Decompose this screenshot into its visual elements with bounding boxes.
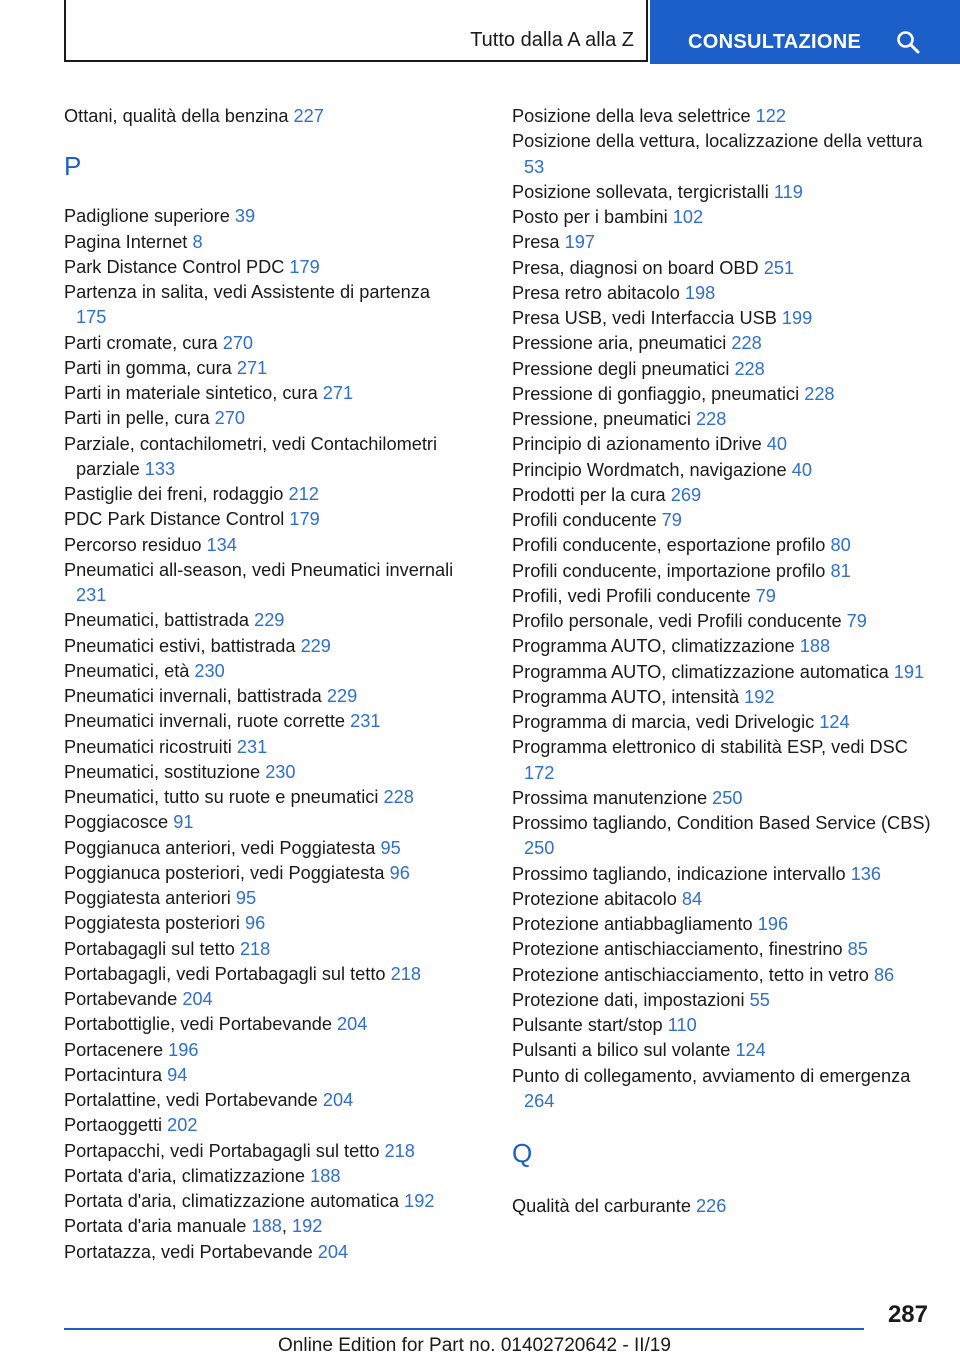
page-reference-link[interactable]: 122: [755, 106, 787, 126]
page-reference-link[interactable]: 228: [804, 383, 835, 404]
search-icon: [896, 30, 920, 54]
page-reference-link[interactable]: 251: [763, 257, 795, 278]
index-entry-term: Programma AUTO, intensità: [512, 686, 740, 707]
index-entry-term: Partenza in salita, vedi Assistente di partenza: [64, 282, 430, 302]
index-entry: [64, 406, 464, 431]
page-reference-link[interactable]: 119: [773, 181, 803, 202]
index-letter-q: Q: [512, 1138, 533, 1168]
index-entry: [64, 684, 464, 709]
page-reference-link[interactable]: 204: [317, 1241, 349, 1262]
index-entry: [512, 533, 932, 558]
index-entry-term: Pagina Internet: [64, 231, 188, 252]
index-entry-term: Parti in gomma, cura: [64, 357, 232, 378]
index-entry: [64, 836, 464, 861]
index-entry-term: Pneumatici estivi, battistrada: [64, 635, 296, 656]
page-reference-link[interactable]: 227: [293, 106, 324, 126]
consultazione-tab[interactable]: [650, 0, 960, 64]
index-entry-term: Profili conducente, esportazione profilo: [512, 535, 826, 556]
page-reference-link[interactable]: 79: [755, 585, 776, 606]
page-reference-link[interactable]: 40: [791, 459, 812, 480]
index-entry-term: Pneumatici ricostruiti: [64, 736, 232, 757]
index-entry-term: Portapacchi, vedi Portabagagli sul tetto: [64, 1140, 380, 1161]
page-number: 287: [887, 1301, 928, 1328]
index-entry: [512, 458, 932, 483]
index-entry: [512, 230, 932, 255]
index-entry-term: Parti in pelle, cura: [64, 408, 210, 429]
index-entry: [512, 483, 932, 508]
index-entry: [512, 331, 932, 356]
index-entry: [512, 786, 932, 811]
page-reference-link[interactable]: 91: [173, 812, 194, 833]
index-entry-term: Protezione dati, impostazioni: [512, 989, 745, 1010]
page-reference-link[interactable]: 196: [757, 914, 789, 934]
page-reference-link[interactable]: 226: [696, 1196, 727, 1216]
page-reference-link[interactable]: 230: [265, 761, 296, 782]
index-entry: [64, 861, 464, 886]
page-reference-link[interactable]: 192: [404, 1191, 435, 1211]
index-entry-term: Pressione di gonfiaggio, pneumatici: [512, 383, 800, 404]
index-entry: [512, 912, 932, 937]
index-entry: [512, 937, 932, 962]
index-entry: [512, 432, 932, 457]
index-entry-term: Portacenere: [64, 1039, 164, 1060]
index-entry: [512, 862, 932, 887]
index-entry-term: Prossimo tagliando, Condition Based Service (CBS): [512, 813, 931, 833]
index-entry-term: Park Distance Control PDC: [64, 256, 285, 277]
page-reference-link[interactable]: 218: [390, 963, 421, 984]
index-entry: [64, 356, 464, 381]
index-entry-term: Protezione antischiacciamento, tetto in vetro: [512, 964, 869, 985]
page-reference-link[interactable]: 188: [799, 636, 831, 657]
index-entry-term: Presa retro abitacolo: [512, 282, 680, 303]
page-reference-link[interactable]: 218: [239, 938, 271, 959]
index-entry: [512, 634, 932, 659]
index-entry-term: Programma di marcia, vedi Drivelogic: [512, 712, 815, 732]
index-entry: [64, 230, 464, 255]
page-reference-link[interactable]: 198: [684, 282, 716, 303]
index-entry-term: Portabevande: [64, 989, 178, 1009]
page-reference-link[interactable]: 231: [76, 585, 107, 605]
index-entry-term: Poggiatesta posteriori: [64, 913, 240, 934]
index-entry-term: Profili conducente, importazione profilo: [512, 560, 826, 581]
index-entry: [64, 937, 464, 962]
index-entry-term: Principio di azionamento iDrive: [512, 434, 762, 455]
index-entry: [64, 533, 464, 558]
index-entry-term: Pastiglie dei freni, rodaggio: [64, 484, 284, 504]
page-reference-link[interactable]: 95: [380, 837, 401, 858]
section-title: Tutto dalla A alla Z: [470, 29, 634, 51]
page-reference-link[interactable]: 124: [819, 712, 850, 732]
consultazione-tab-label: CONSULTAZIONE: [688, 31, 862, 53]
index-entry: [512, 205, 932, 230]
index-entry-term: Portabagagli, vedi Portabagagli sul tetto: [64, 963, 386, 984]
index-entry-term: Poggiatesta anteriori: [64, 888, 231, 908]
index-entry-term: Presa, diagnosi on board OBD: [512, 257, 759, 278]
index-entry: [64, 810, 464, 835]
index-entry: [512, 559, 932, 584]
index-entry-term: Punto di collegamento, avviamento di emergenza: [512, 1065, 911, 1086]
page-reference-link[interactable]: 8: [192, 231, 203, 252]
edition-note: Online Edition for Part no. 01402720642 - II/19: [278, 1335, 671, 1356]
index-entry: [64, 785, 464, 810]
index-entry-term: Parti in materiale sintetico, cura: [64, 383, 318, 403]
index-entry: [64, 1038, 464, 1063]
index-entry-term: Portata d'aria manuale: [64, 1216, 247, 1237]
index-entry: [64, 558, 464, 609]
index-entry: [64, 911, 464, 936]
index-entry-term: Posizione sollevata, tergicristalli: [512, 181, 769, 202]
index-group-o: [64, 104, 464, 129]
index-entry-term: Parziale, contachilometri, vedi Contachilometri parziale: [64, 433, 438, 479]
index-entry-term: Portabagagli sul tetto: [64, 938, 235, 959]
index-entry-term: Portacintura: [64, 1064, 163, 1085]
page-reference-link[interactable]: 231: [350, 711, 381, 732]
index-group-p-continued: [512, 104, 932, 1114]
index-entry-term: Profili, vedi Profili conducente: [512, 585, 751, 606]
index-entry-term: Posizione della vettura, localizzazione della vettura: [512, 131, 923, 152]
index-entry: [512, 180, 932, 205]
index-entry-term: Posto per i bambini: [512, 207, 668, 227]
page-reference-link[interactable]: 229: [300, 635, 331, 656]
page-reference-link[interactable]: 204: [182, 989, 213, 1009]
page-reference-link[interactable]: 102: [672, 207, 704, 227]
page-reference-link[interactable]: 218: [384, 1140, 415, 1161]
index-entry-term: Pneumatici, battistrada: [64, 610, 250, 631]
page-reference-link[interactable]: 229: [326, 686, 358, 706]
page-reference-link[interactable]: 270: [222, 332, 254, 353]
index-entry: [512, 811, 932, 862]
page-reference-link[interactable]: 228: [383, 787, 414, 807]
index-entry-term: Qualità del carburante: [512, 1196, 691, 1216]
page-reference-link[interactable]: 85: [847, 939, 868, 960]
page-reference-link[interactable]: 228: [696, 409, 727, 429]
index-entry: [64, 1012, 464, 1037]
page-reference-link[interactable]: 55: [749, 989, 770, 1010]
page-reference-link[interactable]: 86: [873, 964, 895, 985]
page-reference-link[interactable]: 204: [322, 1090, 354, 1110]
index-entry: [512, 129, 932, 180]
index-entry-term: Poggianuca anteriori, vedi Poggiatesta: [64, 837, 376, 858]
index-entry-term: Posizione della leva selettrice: [512, 106, 751, 126]
page-reference-link[interactable]: 136: [850, 863, 882, 884]
page-reference-link[interactable]: 271: [236, 357, 268, 378]
page-reference-link[interactable]: 269: [670, 484, 702, 505]
page-reference-link[interactable]: 192: [744, 686, 775, 707]
index-entry: [512, 1064, 932, 1115]
index-entry-term: Percorso residuo: [64, 534, 202, 555]
index-entry-term: Pulsanti a bilico sul volante: [512, 1040, 731, 1061]
index-entry-term: PDC Park Distance Control: [64, 509, 285, 530]
index-entry: [512, 508, 932, 533]
index-entry: [64, 381, 464, 406]
index-entry: [64, 735, 464, 760]
index-entry-term: Portata d'aria, climatizzazione automatica: [64, 1191, 400, 1211]
index-entry-term: Pneumatici all-season, vedi Pneumatici invernali: [64, 559, 454, 580]
page-reference-link[interactable]: 202: [167, 1115, 198, 1136]
index-entry: [512, 1038, 932, 1063]
index-entry: [64, 760, 464, 785]
page-reference-link[interactable]: 95: [235, 888, 257, 908]
index-entry: [512, 887, 932, 912]
index-entry: [512, 963, 932, 988]
index-entry-term: Prodotti per la cura: [512, 484, 666, 505]
page-reference-link[interactable]: 191: [893, 661, 925, 682]
index-entry-term: Poggianuca posteriori, vedi Poggiatesta: [64, 862, 385, 883]
page-reference-link[interactable]: 179: [289, 256, 320, 277]
page-reference-link[interactable]: 231: [236, 736, 268, 757]
index-entry: [512, 382, 932, 407]
page-reference-link[interactable]: 264: [524, 1090, 555, 1111]
index-entry-term: Presa USB, vedi Interfaccia USB: [512, 308, 777, 328]
index-entry: [64, 1113, 464, 1138]
index-entry-term: Pneumatici invernali, ruote corrette: [64, 711, 346, 732]
index-entry-term: Pneumatici, sostituzione: [64, 761, 261, 782]
index-column-left: [64, 104, 464, 1265]
index-entry: [64, 634, 464, 659]
page-reference-link[interactable]: 179: [289, 509, 320, 530]
index-entry: [512, 407, 932, 432]
index-letter-p: P: [64, 151, 82, 182]
index-entry: [64, 1240, 464, 1265]
index-entry-term: Profilo personale, vedi Profili conducente: [512, 611, 842, 631]
page-reference-link[interactable]: 188: [310, 1165, 341, 1186]
index-entry: [512, 104, 932, 129]
page-reference-link[interactable]: 79: [846, 611, 867, 631]
index-entry-term: Pressione degli pneumatici: [512, 358, 730, 379]
index-entry: [64, 432, 464, 483]
index-entry: [512, 660, 932, 685]
index-entry: [64, 709, 464, 734]
footer-rule: [64, 1328, 864, 1330]
index-entry-term: Poggiacosce: [64, 812, 169, 833]
page-reference-link[interactable]: 124: [735, 1040, 766, 1061]
index-entry-term: Programma AUTO, climatizzazione automatica: [512, 661, 889, 682]
page-reference-link[interactable]: 199: [781, 308, 813, 328]
page-reference-link[interactable]: 110: [667, 1015, 697, 1035]
page-reference-link[interactable]: 197: [564, 232, 595, 253]
index-entry-term: Pulsante start/stop: [512, 1015, 663, 1035]
page-reference-link[interactable]: 133: [144, 458, 176, 479]
index-entry: [64, 331, 464, 356]
index-entry-term: Presa: [512, 232, 560, 253]
index-entry: [64, 1088, 464, 1113]
index-entry: [512, 710, 932, 735]
page-reference-link[interactable]: 81: [830, 560, 851, 581]
page-reference-link[interactable]: 270: [214, 408, 245, 429]
section-title-box: [64, 0, 648, 62]
index-entry-term: Portatazza, vedi Portabevande: [64, 1241, 313, 1262]
index-entry: [512, 609, 932, 634]
index-entry: [512, 357, 932, 382]
page-reference-link[interactable]: 40: [766, 434, 787, 455]
index-entry-term: Pressione, pneumatici: [512, 409, 691, 429]
index-entry: [64, 1063, 464, 1088]
index-entry-term: Pneumatici invernali, battistrada: [64, 686, 322, 706]
page-reference-link[interactable]: 196: [168, 1039, 199, 1060]
index-entry: [512, 306, 932, 331]
page-reference-link[interactable]: 96: [244, 913, 266, 934]
index-entry: [512, 1013, 932, 1038]
index-entry: [64, 280, 464, 331]
index-entry: [512, 735, 932, 786]
page-reference-link[interactable]: 79: [661, 510, 682, 530]
index-group-q: [512, 1194, 932, 1219]
index-entry: [512, 685, 932, 710]
index-entry-term: Portaoggetti: [64, 1115, 163, 1136]
index-entry-term: Profili conducente: [512, 510, 657, 530]
index-entry: [64, 1164, 464, 1189]
index-entry: [64, 255, 464, 280]
index-entry: [512, 1194, 932, 1219]
page-reference-link[interactable]: 80: [830, 535, 851, 556]
index-entry: [64, 482, 464, 507]
index-entry: [64, 962, 464, 987]
index-entry: [64, 608, 464, 633]
page-reference-link[interactable]: 134: [206, 534, 237, 555]
index-entry: Portata d'aria manuale 188, 192: [64, 1216, 323, 1237]
page-reference-link[interactable]: 84: [681, 888, 703, 909]
index-entry: [64, 1189, 464, 1214]
index-entry-term: Prossimo tagliando, indicazione intervallo: [512, 863, 846, 884]
index-entry: [64, 886, 464, 911]
page-reference-link[interactable]: 188: [251, 1216, 282, 1237]
index-entry-term: Pressione aria, pneumatici: [512, 333, 727, 354]
page-reference-link[interactable]: 228: [734, 358, 765, 379]
page-reference-link[interactable]: 192: [291, 1216, 323, 1237]
index-column-right: [512, 104, 932, 1219]
page-reference-link[interactable]: 94: [167, 1064, 188, 1085]
index-entry-term: Principio Wordmatch, navigazione: [512, 459, 787, 480]
index-entry: [64, 104, 464, 129]
page-reference-link[interactable]: 250: [524, 838, 555, 859]
index-entry-term: Prossima manutenzione: [512, 787, 708, 808]
index-entry: [64, 204, 464, 229]
index-entry-term: Protezione antiabbagliamento: [512, 914, 753, 934]
index-entry-term: Portalattine, vedi Portabevande: [64, 1090, 318, 1110]
index-entry-term: Portata d'aria, climatizzazione: [64, 1165, 306, 1186]
index-entry: [64, 659, 464, 684]
index-entry: [512, 281, 932, 306]
index-entry: [512, 988, 932, 1013]
page-reference-link[interactable]: 212: [288, 484, 319, 504]
index-entry: [64, 987, 464, 1012]
page-reference-link[interactable]: 172: [524, 762, 555, 783]
index-entry-term: Parti cromate, cura: [64, 332, 218, 353]
page-reference-link[interactable]: 228: [731, 333, 762, 354]
index-entry-term: Pneumatici, età: [64, 660, 190, 681]
index-entry: [512, 256, 932, 281]
page-reference-link[interactable]: 96: [389, 862, 410, 883]
index-entry: [64, 507, 464, 532]
index-entry-term: Programma AUTO, climatizzazione: [512, 636, 795, 657]
index-entry-term: Pneumatici, tutto su ruote e pneumatici: [64, 787, 379, 807]
index-entry-term: Padiglione superiore: [64, 206, 230, 227]
index-entry-term: Portabottiglie, vedi Portabevande: [64, 1014, 332, 1035]
page-reference-link[interactable]: 250: [712, 787, 743, 808]
page-reference-link[interactable]: 204: [337, 1014, 368, 1035]
page-header: [64, 0, 960, 64]
index-entry: [64, 1139, 464, 1164]
page-reference-link[interactable]: 53: [524, 156, 545, 177]
index-entry: [512, 584, 932, 609]
page-reference-link[interactable]: 229: [254, 610, 285, 631]
index-group-p: [64, 204, 464, 1265]
page-reference-link[interactable]: 39: [234, 206, 256, 227]
page-reference-link[interactable]: 271: [322, 383, 354, 403]
index-entry-term: Programma elettronico di stabilità ESP, vedi DSC: [512, 737, 908, 758]
index-entry-term: Protezione abitacolo: [512, 888, 677, 909]
index-entry-term: Ottani, qualità della benzina: [64, 106, 289, 126]
page-reference-link[interactable]: 230: [194, 660, 225, 681]
page-reference-link[interactable]: 175: [76, 307, 107, 328]
index-entry-term: Protezione antischiacciamento, finestrino: [512, 939, 843, 960]
